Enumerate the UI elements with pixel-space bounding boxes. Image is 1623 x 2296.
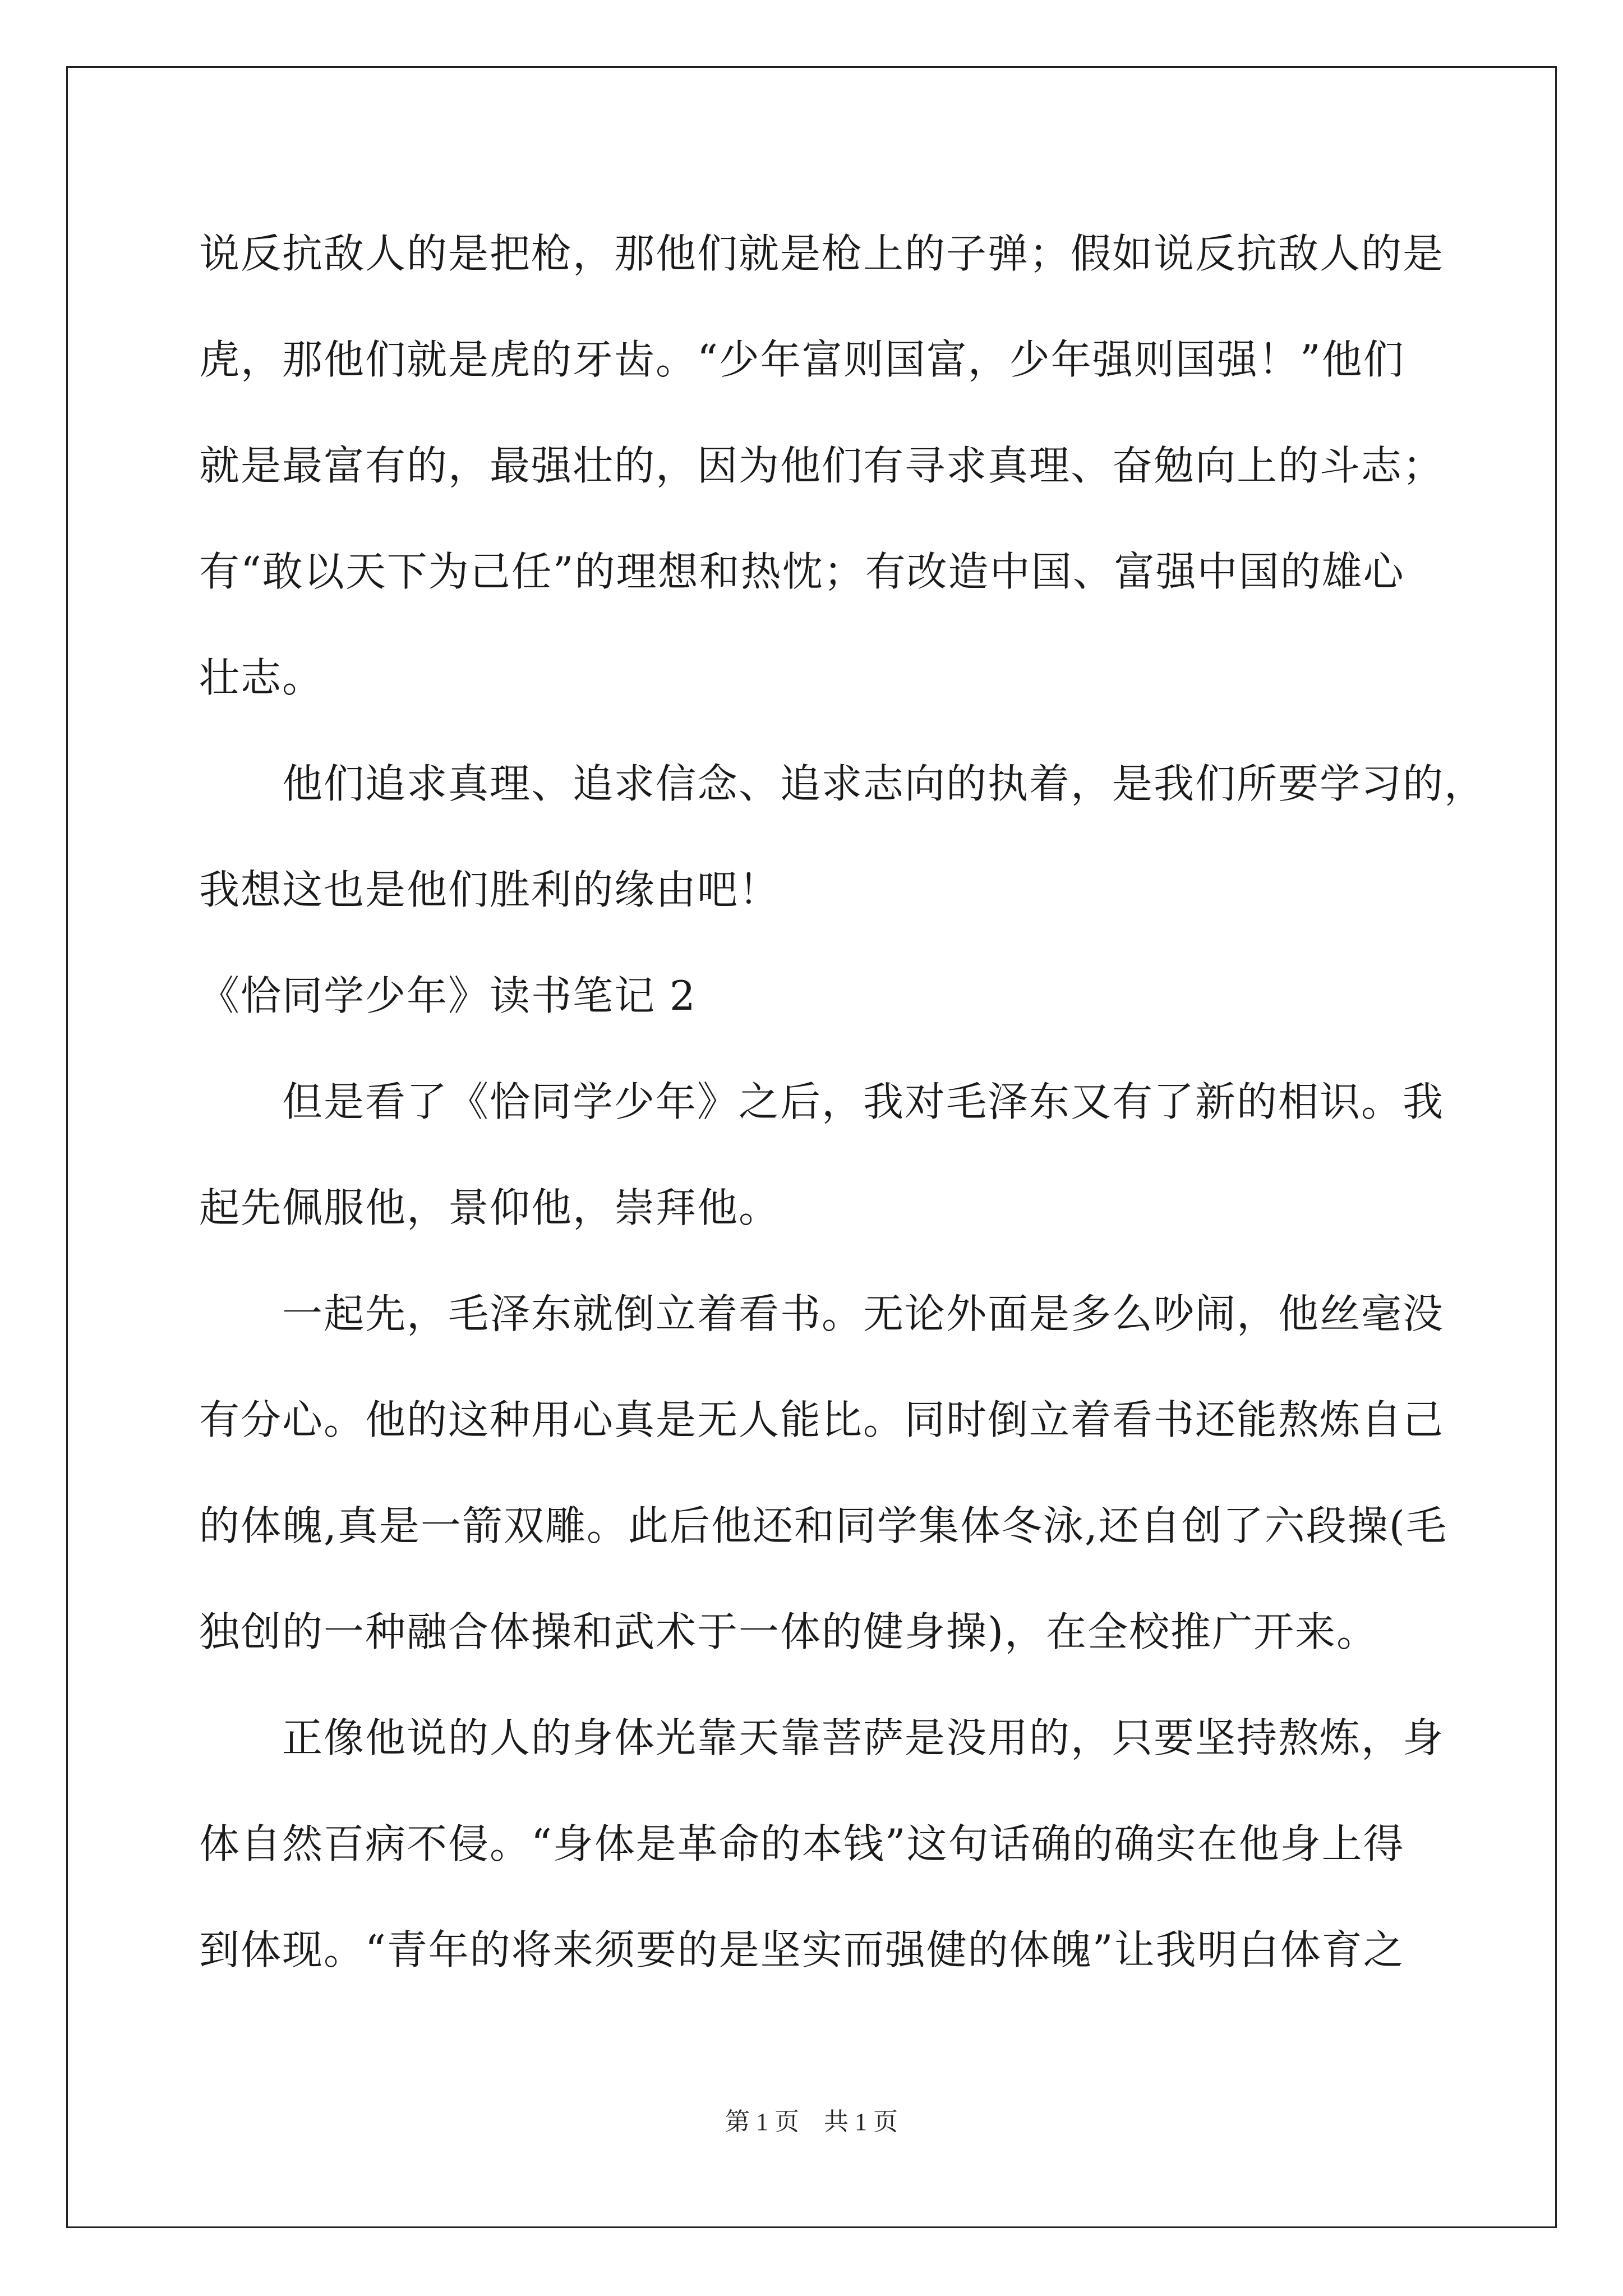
paragraph-start-line: 他们追求真理、追求信念、追求志向的执着，是我们所要学习的， xyxy=(282,760,1486,807)
text-line: 体自然百病不侵。“身体是革命的本钱”这句话确的确实在他身上得 xyxy=(199,1820,1405,1867)
page-border xyxy=(66,66,1557,2228)
text-line: 虎，那他们就是虎的牙齿。“少年富则国富，少年强则国强！”他们 xyxy=(199,336,1405,383)
text-line: 有“敢以天下为己任”的理想和热忱；有改造中国、富强中国的雄心 xyxy=(199,548,1405,595)
text-line: 起先佩服他，景仰他，崇拜他。 xyxy=(199,1184,781,1231)
paragraph-start-line: 但是看了《恰同学少年》之后，我对毛泽东又有了新的相识。我 xyxy=(282,1078,1445,1125)
paragraph-start-line: 正像他说的人的身体光靠天靠菩萨是没用的，只要坚持熬炼，身 xyxy=(282,1714,1445,1761)
text-line: 有分心。他的这种用心真是无人能比。同时倒立着看书还能熬炼自己 xyxy=(199,1396,1445,1443)
text-line: 就是最富有的，最强壮的，因为他们有寻求真理、奋勉向上的斗志； xyxy=(199,442,1445,489)
text-line: 独创的一种融合体操和武术于一体的健身操)，在全校推广开来。 xyxy=(199,1608,1378,1655)
text-line: 壮志。 xyxy=(199,654,324,701)
text-line: 到体现。“青年的将来须要的是坚实而强健的体魄”让我明白体育之 xyxy=(199,1926,1405,1973)
text-line: 的体魄,真是一箭双雕。此后他还和同学集体冬泳,还自创了六段操(毛 xyxy=(199,1502,1447,1549)
section-heading: 《恰同学少年》读书笔记 2 xyxy=(199,972,697,1019)
text-line: 我想这也是他们胜利的缘由吧！ xyxy=(199,866,781,913)
paragraph-start-line: 一起先，毛泽东就倒立着看书。无论外面是多么吵闹，他丝毫没 xyxy=(282,1290,1445,1337)
text-line: 说反抗敌人的是把枪，那他们就是枪上的子弹；假如说反抗敌人的是 xyxy=(199,230,1445,277)
page-footer: 第 1 页 共 1 页 xyxy=(725,2108,898,2136)
